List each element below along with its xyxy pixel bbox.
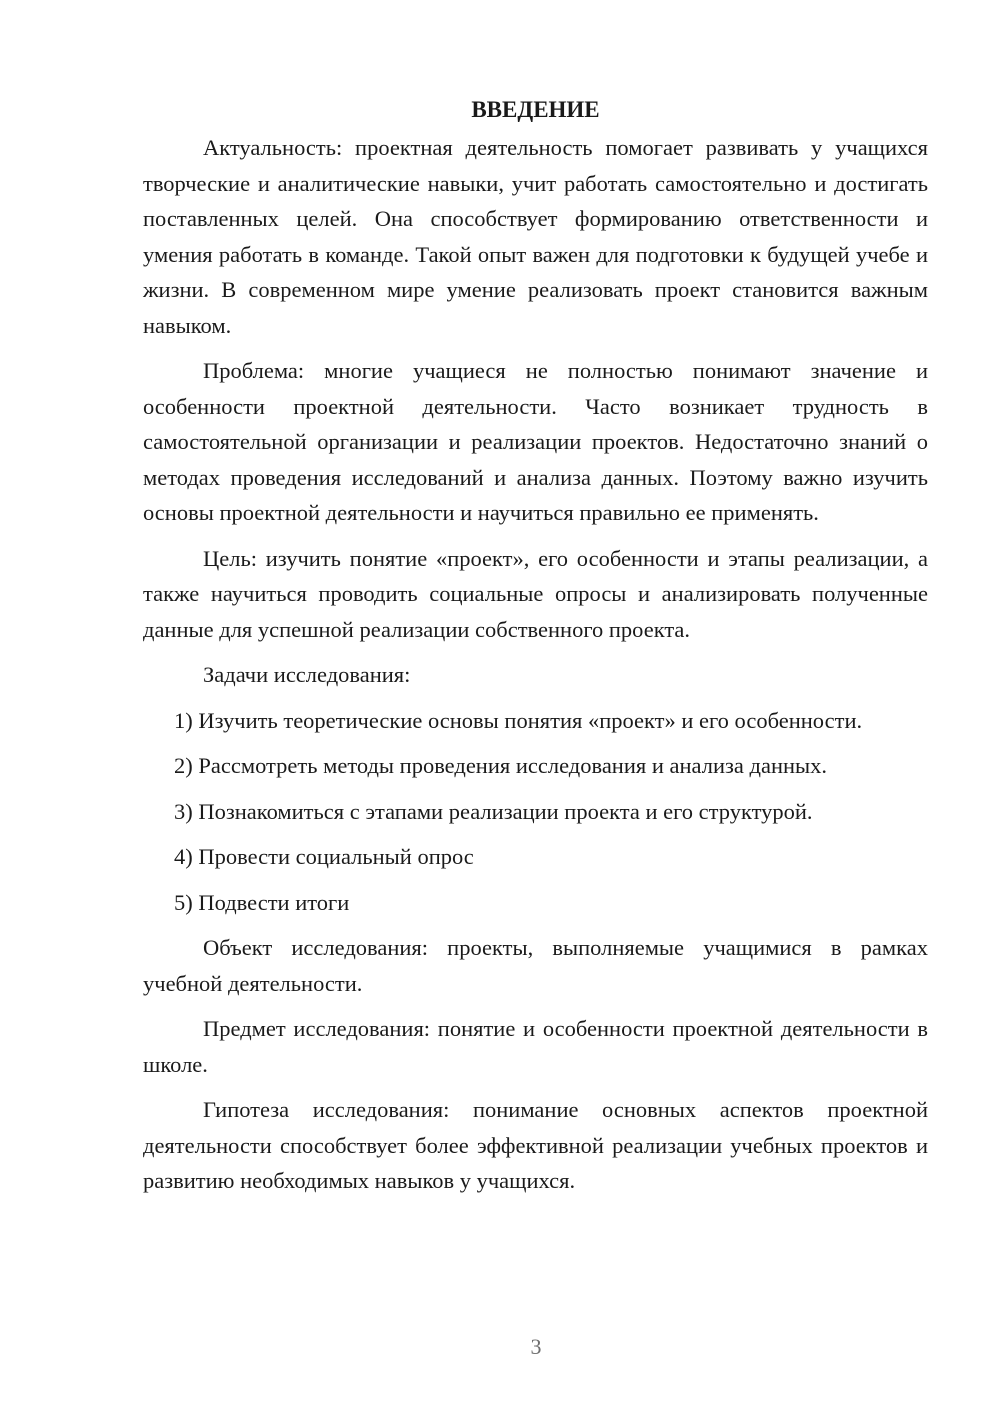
paragraph-problem: Проблема: многие учащиеся не полностью понимают значение и особенности проектной деятельности. Часто возникает трудность в самостоятельной организации и реализации проектов. Недостаточно знаний о методах проведения исследований и анализа данных. Поэтому важно изучить основы проектной деятельности и научиться правильно ее применять. — [143, 358, 928, 525]
paragraph-hypothesis: Гипотеза исследования: понимание основных аспектов проектной деятельности способствует более эффективной реализации учебных проектов и развитию необходимых навыков у учащихся. — [143, 1097, 928, 1193]
page-content — [143, 92, 928, 1199]
page-number: 3 — [530, 1334, 542, 1359]
task-item-1: 1) Изучить теоретические основы понятия «проект» и его особенности. — [174, 707, 863, 733]
page-title: ВВЕДЕНИЕ — [471, 97, 600, 122]
paragraph-goal: Цель: изучить понятие «проект», его особенности и этапы реализации, а также научиться проводить социальные опросы и анализировать полученные данные для успешной реализации собственного проекта. — [143, 545, 928, 642]
paragraph-object: Объект исследования: проекты, выполняемые учащимися в рамках учебной деятельности. — [143, 935, 928, 996]
task-item-2: 2) Рассмотреть методы проведения исследования и анализа данных. — [174, 753, 828, 778]
paragraph-subject: Предмет исследования: понятие и особенности проектной деятельности в школе. — [143, 1016, 928, 1077]
task-item-3: 3) Познакомиться с этапами реализации проекта и его структурой. — [174, 798, 813, 824]
task-item-5: 5) Подвести итоги — [174, 889, 350, 915]
tasks-heading: Задачи исследования: — [203, 662, 411, 687]
task-item-4: 4) Провести социальный опрос — [174, 844, 474, 869]
paragraph-relevance: Актуальность: проектная деятельность помогает развивать у учащихся творческие и аналитические навыки, учит работать самостоятельно и достигать поставленных целей. Она способствует формированию ответственности и умения работать в команде. Такой опыт важен для подготовки к будущей учебе и жизни. В современном мире умение реализовать проект становится важным навыком. — [143, 135, 928, 338]
